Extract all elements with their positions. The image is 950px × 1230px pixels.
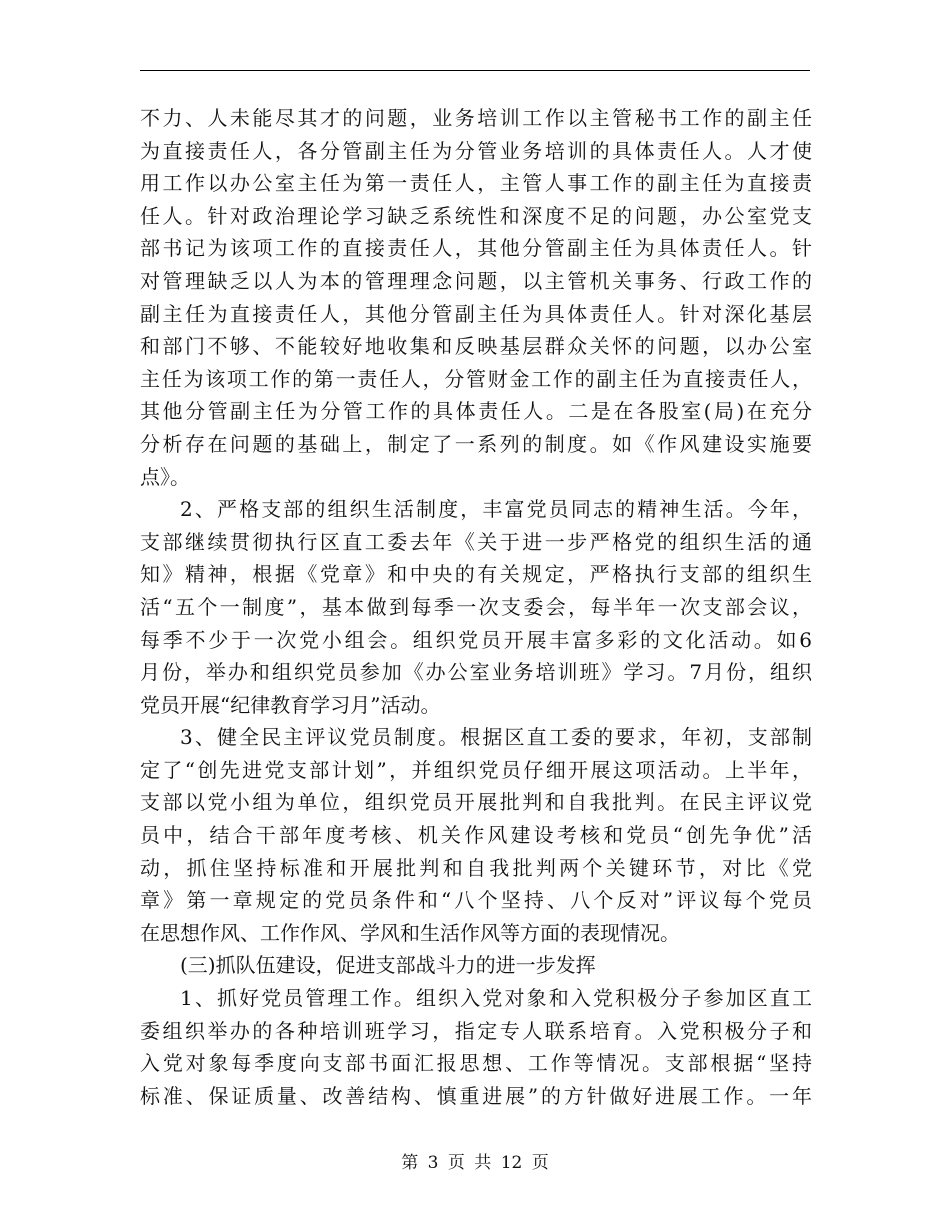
text-line: 党员开展“纪律教育学习月”活动。 (140, 692, 441, 717)
text-line: 在思想作风、工作作风、学风和生活作风等方面的表现情况。 (140, 920, 680, 945)
text-line: 知》精神，根据《党章》和中央的有关规定，严格执行支部的组织生 (140, 562, 812, 587)
text-line: 章》第一章规定的党员条件和“八个坚持、八个反对”评议每个党员 (140, 888, 812, 913)
text-line: (三)抓队伍建设，促进支部战斗力的进一步发挥 (180, 953, 596, 978)
page-footer: 第 3 页 共 12 页 (401, 1153, 549, 1173)
text-line: 其他分管副主任为分管工作的具体责任人。二是在各股室(局)在充分 (140, 399, 812, 424)
text-line: 任人。针对政治理论学习缺乏系统性和深度不足的问题，办公室党支 (140, 203, 812, 228)
text-line: 副主任为直接责任人，其他分管副主任为具体责任人。针对深化基层 (140, 301, 812, 326)
header-rule (140, 70, 810, 71)
text-line: 对管理缺乏以人为本的管理理念问题，以主管机关事务、行政工作的 (140, 268, 812, 293)
text-line: 支部以党小组为单位，组织党员开展批判和自我批判。在民主评议党 (140, 790, 812, 815)
text-line: 点》。 (140, 464, 190, 489)
text-line: 委组织举办的各种培训班学习，指定专人联系培育。入党积极分子和 (140, 1018, 812, 1043)
text-line: 活“五个一制度”，基本做到每季一次支委会，每半年一次支部会议， (140, 594, 812, 619)
text-line: 部书记为该项工作的直接责任人，其他分管副主任为具体责任人。针 (140, 236, 812, 261)
document-body (140, 102, 812, 1112)
text-line: 1、抓好党员管理工作。组织入党对象和入党积极分子参加区直工 (180, 986, 812, 1011)
text-line: 支部继续贯彻执行区直工委去年《关于进一步严格党的组织生活的通 (140, 529, 812, 554)
text-line: 主任为该项工作的第一责任人，分管财金工作的副主任为直接责任人， (140, 366, 812, 391)
text-line: 3、健全民主评议党员制度。根据区直工委的要求，年初，支部制 (180, 725, 812, 750)
text-line: 标准、保证质量、改善结构、慎重进展”的方针做好进展工作。一年 (140, 1083, 812, 1108)
text-line: 每季不少于一次党小组会。组织党员开展丰富多彩的文化活动。如6 (140, 627, 812, 652)
text-line: 入党对象每季度向支部书面汇报思想、工作等情况。支部根据“坚持 (140, 1051, 812, 1076)
text-line: 分析存在问题的基础上，制定了一系列的制度。如《作风建设实施要 (140, 431, 812, 456)
text-line: 用工作以办公室主任为第一责任人，主管人事工作的副主任为直接责 (140, 171, 812, 196)
text-line: 和部门不够、不能较好地收集和反映基层群众关怀的问题，以办公室 (140, 334, 812, 359)
text-line: 为直接责任人，各分管副主任为分管业务培训的具体责任人。人才使 (140, 138, 812, 163)
text-line: 2、严格支部的组织生活制度，丰富党员同志的精神生活。今年， (180, 497, 812, 522)
text-line: 不力、人未能尽其才的问题，业务培训工作以主管秘书工作的副主任 (140, 106, 812, 130)
text-line: 定了“创先进党支部计划”，并组织党员仔细开展这项活动。上半年， (140, 757, 812, 782)
text-line: 月份，举办和组织党员参加《办公室业务培训班》学习。7月份，组织 (140, 660, 812, 685)
text-line: 动，抓住坚持标准和开展批判和自我批判两个关键环节，对比《党 (140, 855, 812, 880)
text-line: 员中，结合干部年度考核、机关作风建设考核和党员“创先争优”活 (140, 823, 812, 848)
